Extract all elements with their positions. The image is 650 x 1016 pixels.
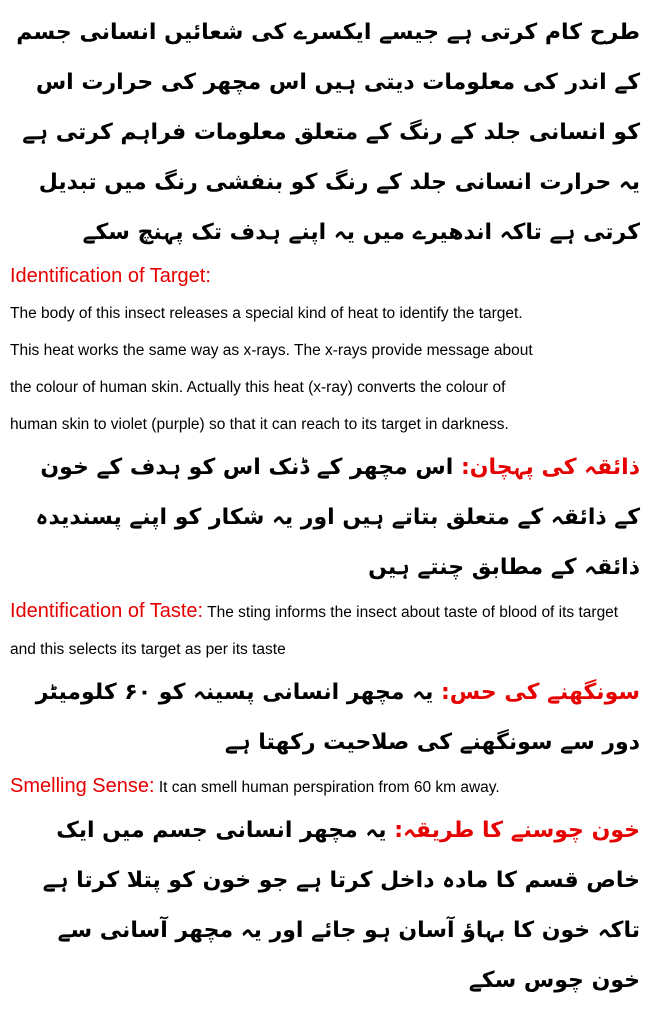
taste-text: of its target and this selects its target as per its taste xyxy=(10,604,619,658)
taste-section xyxy=(10,593,640,668)
urdu-intro-line: طرح کام کرتی ہے جیسے ایکسرے کی شعائیں انسانی جسم کے اندر کی معلومات دیتی xyxy=(16,20,640,95)
taste-heading: Identification of Taste: xyxy=(10,600,204,622)
smell-heading: Smelling Sense: xyxy=(10,775,155,797)
taste-text: The sting informs the insect about taste of blood xyxy=(207,604,538,621)
taste-urdu-text: ہیں اور یہ شکار کو اپنے پسندیدہ ذائقہ کے مطابق چنتے ہیں xyxy=(35,505,640,580)
smell-section xyxy=(10,768,640,806)
target-text-line: human skin to violet (purple) so that it can reach to its target in darkness. xyxy=(10,416,509,433)
smell-text: It can smell human perspiration from 60 km away. xyxy=(158,779,500,796)
target-section xyxy=(10,258,640,443)
blood-urdu-text: چوس سکے xyxy=(468,968,584,993)
urdu-intro-paragraph xyxy=(10,8,640,258)
taste-urdu-label: ذائقہ کی پہچان: xyxy=(460,455,640,480)
urdu-intro-line: ہے یہ حرارت انسانی جلد کے رنگ کو بنفشی رنگ میں تبدیل کرتی ہے تاکہ اندھیرے xyxy=(22,120,640,245)
smell-urdu-text: یہ مچھر انسانی پسینہ کو ۶۰ کلومیٹر دور سے سونگھنے کی صلاحیت رکھتا ہے xyxy=(35,680,640,755)
target-heading: Identification of Target: xyxy=(10,265,211,287)
smell-urdu-label: سونگھنے کی حس: xyxy=(441,680,640,705)
blood-urdu-text: یہ مچھر انسانی جسم میں ایک خاص قسم کا مادہ داخل کرتا ہے جو xyxy=(56,818,640,893)
urdu-intro-line: میں یہ اپنے ہدف تک پہنچ سکے xyxy=(82,220,406,245)
taste-urdu-paragraph xyxy=(10,443,640,593)
target-text-line: The body of this insect releases a special kind of heat to identify the target. xyxy=(10,305,523,322)
blood-urdu-paragraph xyxy=(10,806,640,1006)
target-text-line: This heat works the same way as x-rays. The x-rays provide message about xyxy=(10,342,533,359)
blood-urdu-label: خون چوسنے کا طریقہ: xyxy=(394,818,640,843)
blood-urdu-text: خون کو پتلا کرتا ہے تاکہ خون کا بہاؤ آسان ہو جائے اور یہ مچھر آسانی سے خون xyxy=(42,868,640,993)
urdu-intro-line: ہیں اس مچھر کی حرارت اس کو انسانی جلد کے رنگ کے متعلق معلومات فراہم کرتی xyxy=(35,70,640,145)
target-text-line: the colour of human skin. Actually this heat (x-ray) converts the colour of xyxy=(10,379,506,396)
smell-urdu-paragraph xyxy=(10,668,640,768)
taste-urdu-text: اس مچھر کے ڈنک اس کو ہدف کے خون کے ذائقہ کے متعلق بتاتے xyxy=(40,455,640,530)
